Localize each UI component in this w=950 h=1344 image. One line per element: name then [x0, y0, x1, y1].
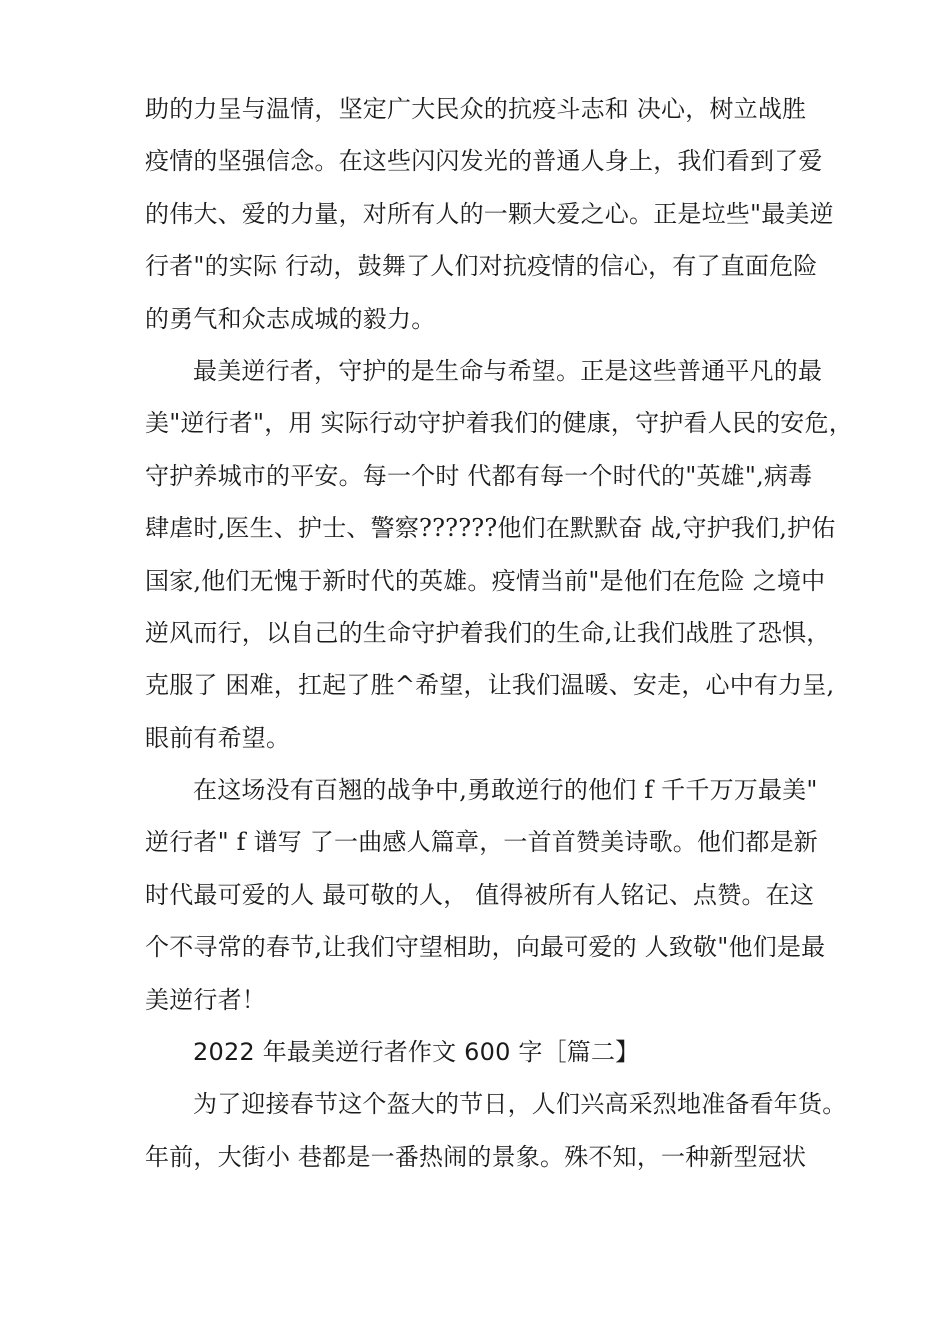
text-line: 助的力呈与温情，坚定广大民众的抗疫斗志和 决心，树立战胜 [145, 95, 807, 123]
text-line: 肆虐时,医生、护士、警察??????他们在默默奋 战,守护我们,护佑 [145, 514, 836, 543]
text-line: 的伟大、爱的力量，对所有人的一颗大爱之心。正是垃些"最美逆 [145, 199, 834, 228]
text-line: 克服了 困难，扛起了胜^希望，让我们温暖、安走，心中有力呈, [145, 671, 835, 700]
text-line: 的勇气和众志成城的毅力。 [145, 304, 436, 333]
text-line: 年前，大街小 巷都是一番热闹的景象。殊不知，一种新型冠状 [145, 1142, 807, 1171]
text-line: 行者"的实际 行动，鼓舞了人们对抗疫情的信心，有了直面危险 [145, 252, 818, 281]
document-body [145, 83, 853, 1183]
text-line: 美"逆行者"，用 实际行动守护着我们的健康，守护看人民的安危， [145, 409, 853, 438]
section-heading: 2022 年最美逆行者作文 600 字［篇二】 [193, 1038, 640, 1067]
paragraph-start-line: 为了迎接春节这个盔大的节日，人们兴高采烈地准备看年货。 [193, 1090, 847, 1119]
text-line: 个不寻常的春节,让我们守望相助，向最可爱的 人致敬"他们是最 [145, 933, 826, 962]
text-line: 逆行者" f 谱写 了一曲感人篇章，一首首赞美诗歌。他们都是新 [145, 828, 819, 857]
text-line: 守护养城市的平安。每一个时 代都有每一个时代的"英雄",病毒 [145, 461, 813, 490]
text-line: 眼前有希望。 [145, 723, 291, 752]
text-line: 逆风而行，以自己的生命守护着我们的生命,让我们战胜了恐惧， [145, 618, 831, 647]
text-line: 时代最可爱的人 最可敬的人， 值得被所有人铭记、点赞。在这 [145, 880, 815, 909]
text-line: 疫情的坚强信念。在这些闪闪发光的普通人身上，我们看到了爱 [145, 147, 823, 176]
text-line: 国家,他们无愧于新时代的英雄。疫情当前"是他们在危险 之境中 [145, 566, 826, 595]
paragraph-start-line: 在这场没有百翘的战争中,勇敢逆行的他们 f 千千万万最美" [193, 776, 818, 805]
paragraph-start-line: 最美逆行者，守护的是生命与希望。正是这些普通平凡的最 [193, 356, 823, 385]
text-line: 美逆行者！ [145, 985, 266, 1014]
